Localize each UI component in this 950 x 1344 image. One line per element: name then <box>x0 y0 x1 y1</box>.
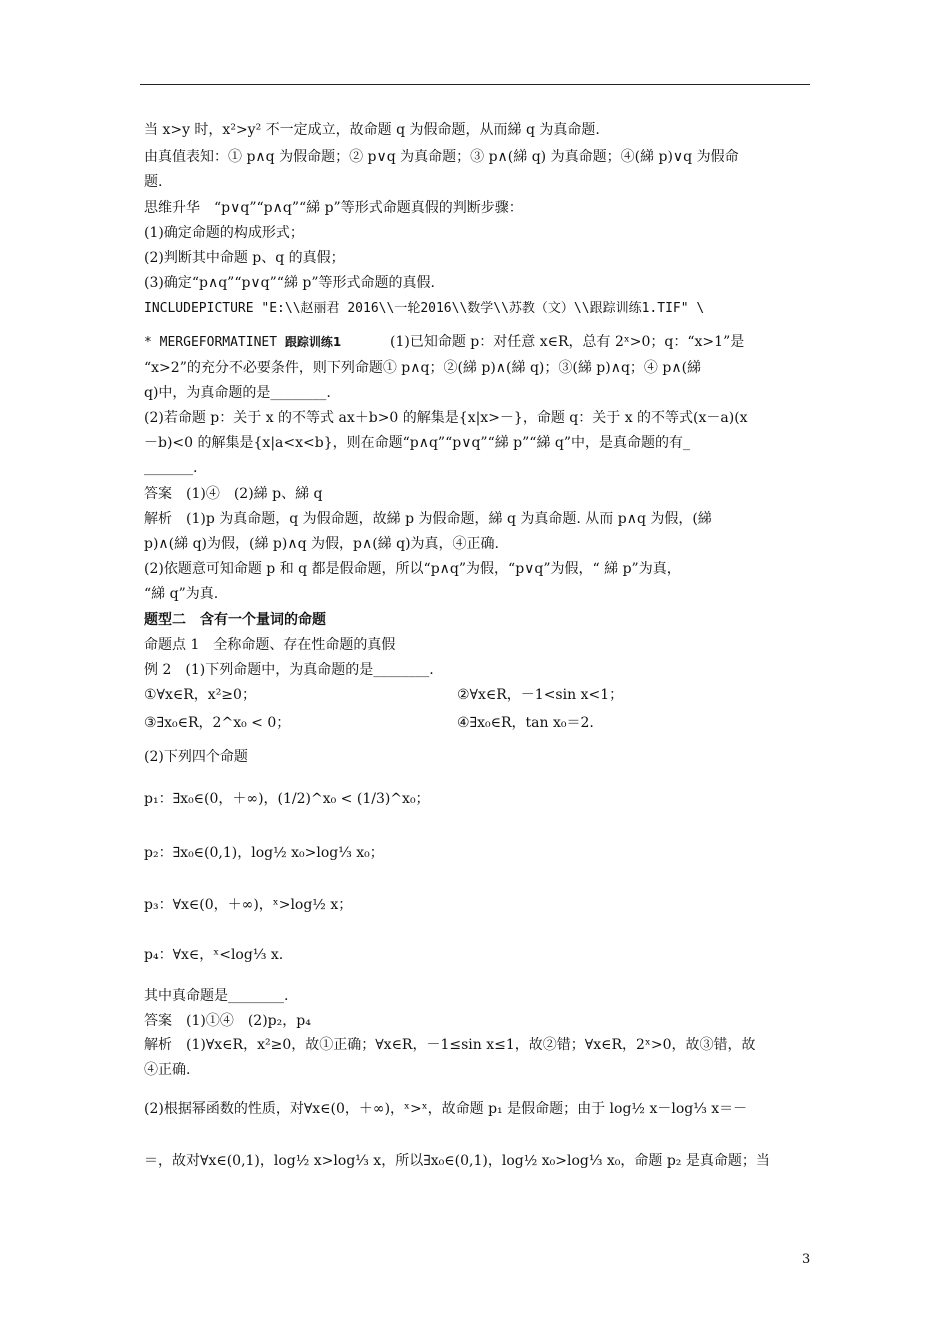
text-line: (2)若命题 p：关于 x 的不等式 ax＋b>0 的解集是{x|x>－}，命题 q：关于 x 的不等式(x－a)(x <box>144 410 748 426</box>
text-line: p)∧(綈 q)为假，(綈 p)∧q 为假，p∧(綈 q)为真，④正确. <box>144 536 499 552</box>
text-line: p₄：∀x∈，ˣ<log⅓ x. <box>144 947 284 963</box>
text-line: _______. <box>144 460 198 476</box>
text-line: (2)依题意可知命题 p 和 q 都是假命题，所以“p∧q”为假，“p∨q”为假，“ 綈 p”为真， <box>144 561 681 577</box>
text-line: 解析 (1)∀x∈R，x²≥0，故①正确；∀x∈R，－1≤sin x≤1，故②错；∀x∈R，2ˣ>0，故③错，故 <box>144 1037 756 1053</box>
text-line: (1)已知命题 p：对任意 x∈R，总有 2ˣ>0；q：“x>1”是 <box>390 334 745 350</box>
option-row <box>144 686 814 704</box>
text-line: (2)根据幂函数的性质，对∀x∈(0，＋∞)，ˣ>ˣ，故命题 p₁ 是假命题；由于 log½ x－log⅓ x＝－ <box>144 1101 748 1117</box>
text-line: p₂：∃x₀∈(0,1)，log½ x₀>log⅓ x₀； <box>144 845 384 861</box>
text-line: (2)判断其中命题 p、q 的真假； <box>144 250 345 266</box>
text-line: p₃：∀x∈(0，＋∞)，ˣ>log½ x； <box>144 897 353 913</box>
option-row <box>144 714 814 732</box>
header-rule <box>140 84 810 85</box>
merge-field-line <box>144 333 814 352</box>
text-line: 题型二 含有一个量词的命题 <box>144 612 326 628</box>
text-line: ④正确. <box>144 1062 191 1078</box>
option-right: ④∃x₀∈R，tan x₀＝2. <box>457 715 594 731</box>
text-line: q)中，为真命题的是________. <box>144 385 331 401</box>
option-left: ①∀x∈R，x²≥0； <box>144 687 256 703</box>
text-line: p₁：∃x₀∈(0，＋∞)，(1/2)^x₀ < (1/3)^x₀； <box>144 791 430 807</box>
text-line: “x>2”的充分不必要条件，则下列命题① p∧q；②(綈 p)∧(綈 q)；③(綈 p)∧q；④ p∧(綈 <box>144 360 702 376</box>
text-line: －b)<0 的解集是{x|a<x<b}，则在命题“p∧q”“p∨q”“綈 p”“綈 q”中，是真命题的有_ <box>144 435 691 451</box>
text-line: 思维升华 “p∨q”“p∧q”“綈 p”等形式命题真假的判断步骤： <box>144 200 523 216</box>
text-line: 解析 (1)p 为真命题，q 为假命题，故綈 p 为假命题，綈 q 为真命题. 从而 p∧q 为假，(綈 <box>144 511 712 527</box>
text-line: 题. <box>144 174 163 190</box>
practice-label: 跟踪训练1 <box>284 335 342 349</box>
text-line: (2)下列四个命题 <box>144 749 248 765</box>
text-line: (3)确定“p∧q”“p∨q”“綈 p”等形式命题的真假. <box>144 275 435 291</box>
merge-field-code: * MERGEFORMATINET <box>144 335 285 350</box>
text-line: 其中真命题是________. <box>144 988 289 1004</box>
text-line: 当 x>y 时，x²>y² 不一定成立，故命题 q 为假命题，从而綈 q 为真命题. <box>144 122 600 138</box>
text-line: 例 2 (1)下列命题中，为真命题的是________. <box>144 662 434 678</box>
text-line: “綈 q”为真. <box>144 586 219 602</box>
text-line: 答案 (1)①④ (2)p₂，p₄ <box>144 1013 311 1029</box>
option-left: ③∃x₀∈R，2^x₀ < 0； <box>144 715 291 731</box>
text-line: 命题点 1 全称命题、存在性命题的真假 <box>144 637 396 653</box>
text-line: ＝，故对∀x∈(0,1)，log½ x>log⅓ x，所以∃x₀∈(0,1)，log½ x₀>log⅓ x₀，命题 p₂ 是真命题；当 <box>144 1153 770 1169</box>
text-line: INCLUDEPICTURE "E:\\赵丽君 2016\\一轮2016\\数学\\苏教（文）\\跟踪训练1.TIF" \ <box>144 301 705 316</box>
page-number: 3 <box>802 1252 811 1267</box>
text-line: 由真值表知：① p∧q 为假命题；② p∨q 为真命题；③ p∧(綈 q) 为真命题；④(綈 p)∨q 为假命 <box>144 149 739 165</box>
text-line: 答案 (1)④ (2)綈 p、綈 q <box>144 486 323 502</box>
text-line: (1)确定命题的构成形式； <box>144 225 304 241</box>
option-right: ②∀x∈R，－1<sin x<1； <box>457 687 624 703</box>
